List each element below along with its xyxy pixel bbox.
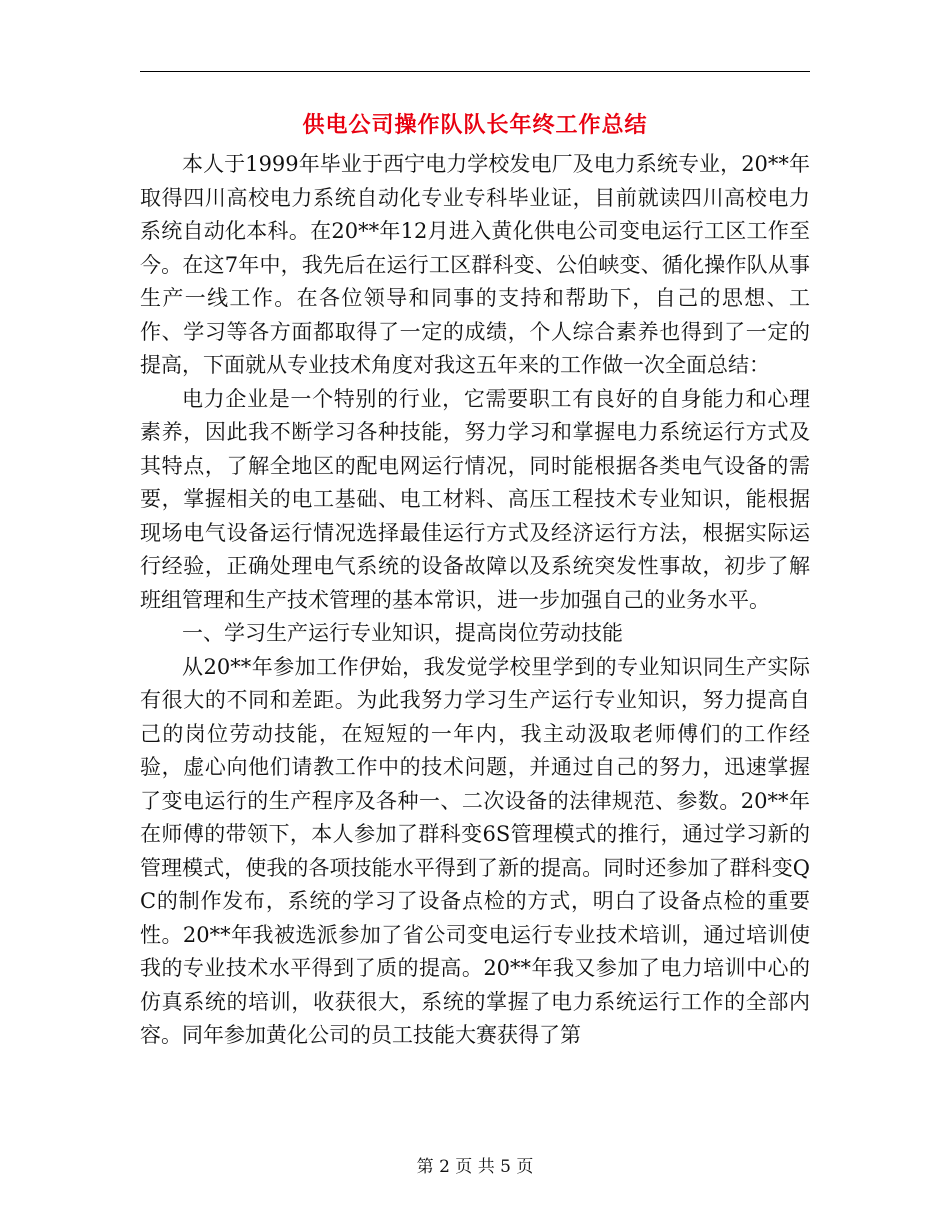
section-heading-1: 一、学习生产运行专业知识，提高岗位劳动技能 xyxy=(182,621,623,645)
footer-middle: 页 共 xyxy=(455,1157,495,1177)
footer-total-pages: 5 xyxy=(500,1157,511,1177)
header-rule xyxy=(140,71,810,72)
paragraph-intro: 本人于1999年毕业于西宁电力学校发电厂及电力系统专业，20**年取得四川高校电力系统自动化专业专科毕业证，目前就读四川高校电力系统自动化本科。在20**年12月进入黄化供电公司变电运行工区工作至今。在这7年中，我先后在运行工区群科变、公伯峡变、循化操作队从事生产一线工作。在各位领导和同事的支持和帮助下，自己的思想、工作、学习等各方面都取得了一定的成绩，个人综合素养也得到了一定的提高，下面就从专业技术角度对我这五年来的工作做一次全面总结： xyxy=(140,152,810,377)
document-body xyxy=(140,148,810,1053)
page-footer xyxy=(0,1152,950,1177)
paragraph-learning: 从20**年参加工作伊始，我发觉学校里学到的专业知识同生产实际有很大的不同和差距。为此我努力学习生产运行专业知识，努力提高自己的岗位劳动技能，在短短的一年内，我主动汲取老师傅们的工作经验，虚心向他们请教工作中的技术问题，并通过自己的努力，迅速掌握了变电运行的生产程序及各种一、二次设备的法律规范、参数。20**年在师傅的带领下，本人参加了群科变6S管理模式的推行，通过学习新的管理模式，使我的各项技能水平得到了新的提高。同时还参加了群科变QC的制作发布，系统的学习了设备点检的方式，明白了设备点检的重要性。20**年我被选派参加了省公司变电运行专业技术培训，通过培训使我的专业技术水平得到了质的提高。20**年我又参加了电力培训中心的仿真系统的培训，收获很大，系统的掌握了电力系统运行工作的全部内容。同年参加黄化公司的员工技能大赛获得了第 xyxy=(140,654,810,1047)
footer-prefix: 第 xyxy=(416,1157,434,1177)
paragraph-industry: 电力企业是一个特别的行业，它需要职工有良好的自身能力和心理素养，因此我不断学习各种技能，努力学习和掌握电力系统运行方式及其特点，了解全地区的配电网运行情况，同时能根据各类电气设备的需要，掌握相关的电工基础、电工材料、高压工程技术专业知识，能根据现场电气设备运行情况选择最佳运行方式及经济运行方法，根据实际运行经验，正确处理电气系统的设备故障以及系统突发性事故，初步了解班组管理和生产技术管理的基本常识，进一步加强自己的业务水平。 xyxy=(140,386,810,612)
document-title: 供电公司操作队队长年终工作总结 xyxy=(302,113,648,138)
footer-suffix: 页 xyxy=(516,1157,534,1177)
footer-current-page: 2 xyxy=(439,1157,450,1177)
